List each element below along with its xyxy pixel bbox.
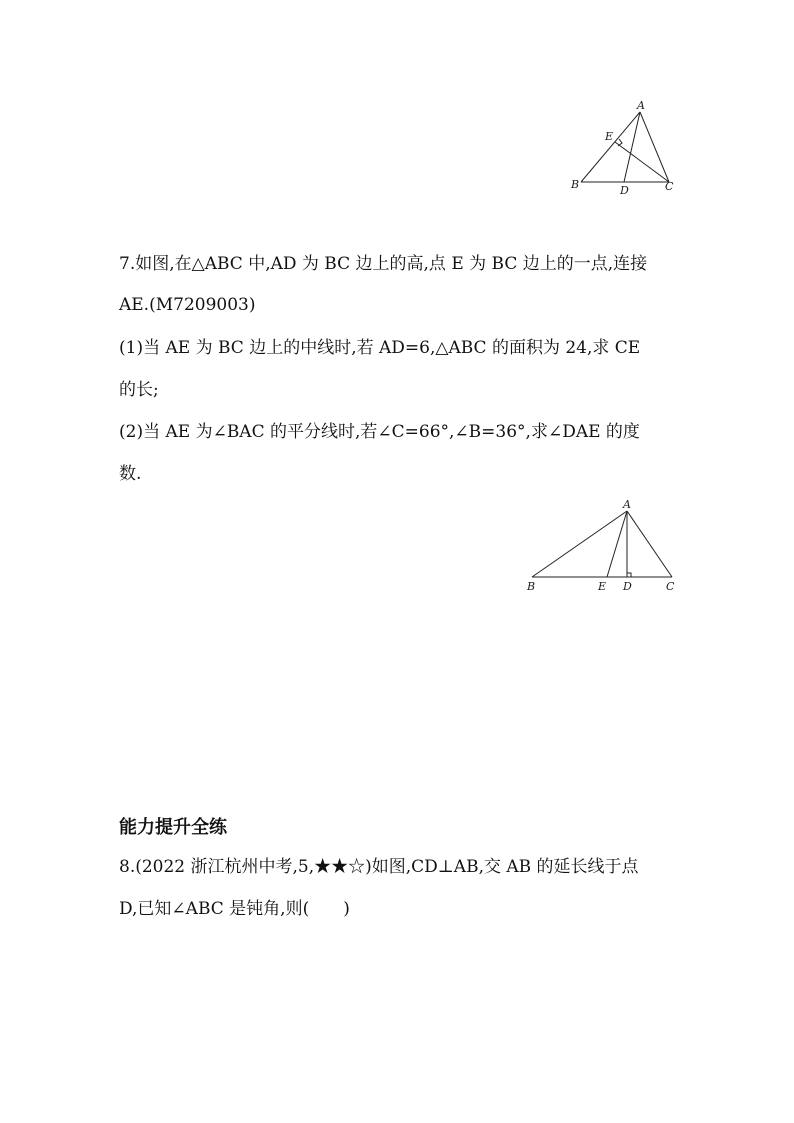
segment-ac xyxy=(627,511,672,577)
label-a: A xyxy=(637,99,645,112)
problem-7-line-2: AE.(M7209003) xyxy=(119,295,256,315)
label-b: B xyxy=(571,178,580,191)
problem-7-line-1: 7.如图,在△ABC 中,AD 为 BC 边上的高,点 E 为 BC 边上的一点,连接 xyxy=(119,254,648,274)
problem-7-line-4: 的长; xyxy=(119,380,159,400)
problem-8-line-2: D,已知∠ABC 是钝角,则( ) xyxy=(119,899,350,919)
problem-7-line-5: (2)当 AE 为∠BAC 的平分线时,若∠C=66°,∠B=36°,求∠DAE 的度 xyxy=(119,422,640,442)
problem-8-line-1: 8.(2022 浙江杭州中考,5,★★☆)如图,CD⊥AB,交 AB 的延长线于点 xyxy=(119,857,639,877)
label-c: C xyxy=(665,180,674,193)
label-e: E xyxy=(605,130,614,143)
label-c: C xyxy=(666,580,675,593)
right-angle-mark xyxy=(627,573,631,577)
label-e: E xyxy=(598,580,607,593)
problem-7-line-3: (1)当 AE 为 BC 边上的中线时,若 AD=6,△ABC 的面积为 24,求 CE xyxy=(119,338,641,358)
section-title: 能力提升全练 xyxy=(119,817,227,838)
label-d: D xyxy=(623,580,632,593)
label-d: D xyxy=(620,184,629,197)
label-a: A xyxy=(623,498,631,511)
problem-7-line-6: 数. xyxy=(119,464,142,484)
label-b: B xyxy=(527,580,536,593)
segment-ab xyxy=(532,511,627,577)
segment-ae xyxy=(607,511,627,577)
